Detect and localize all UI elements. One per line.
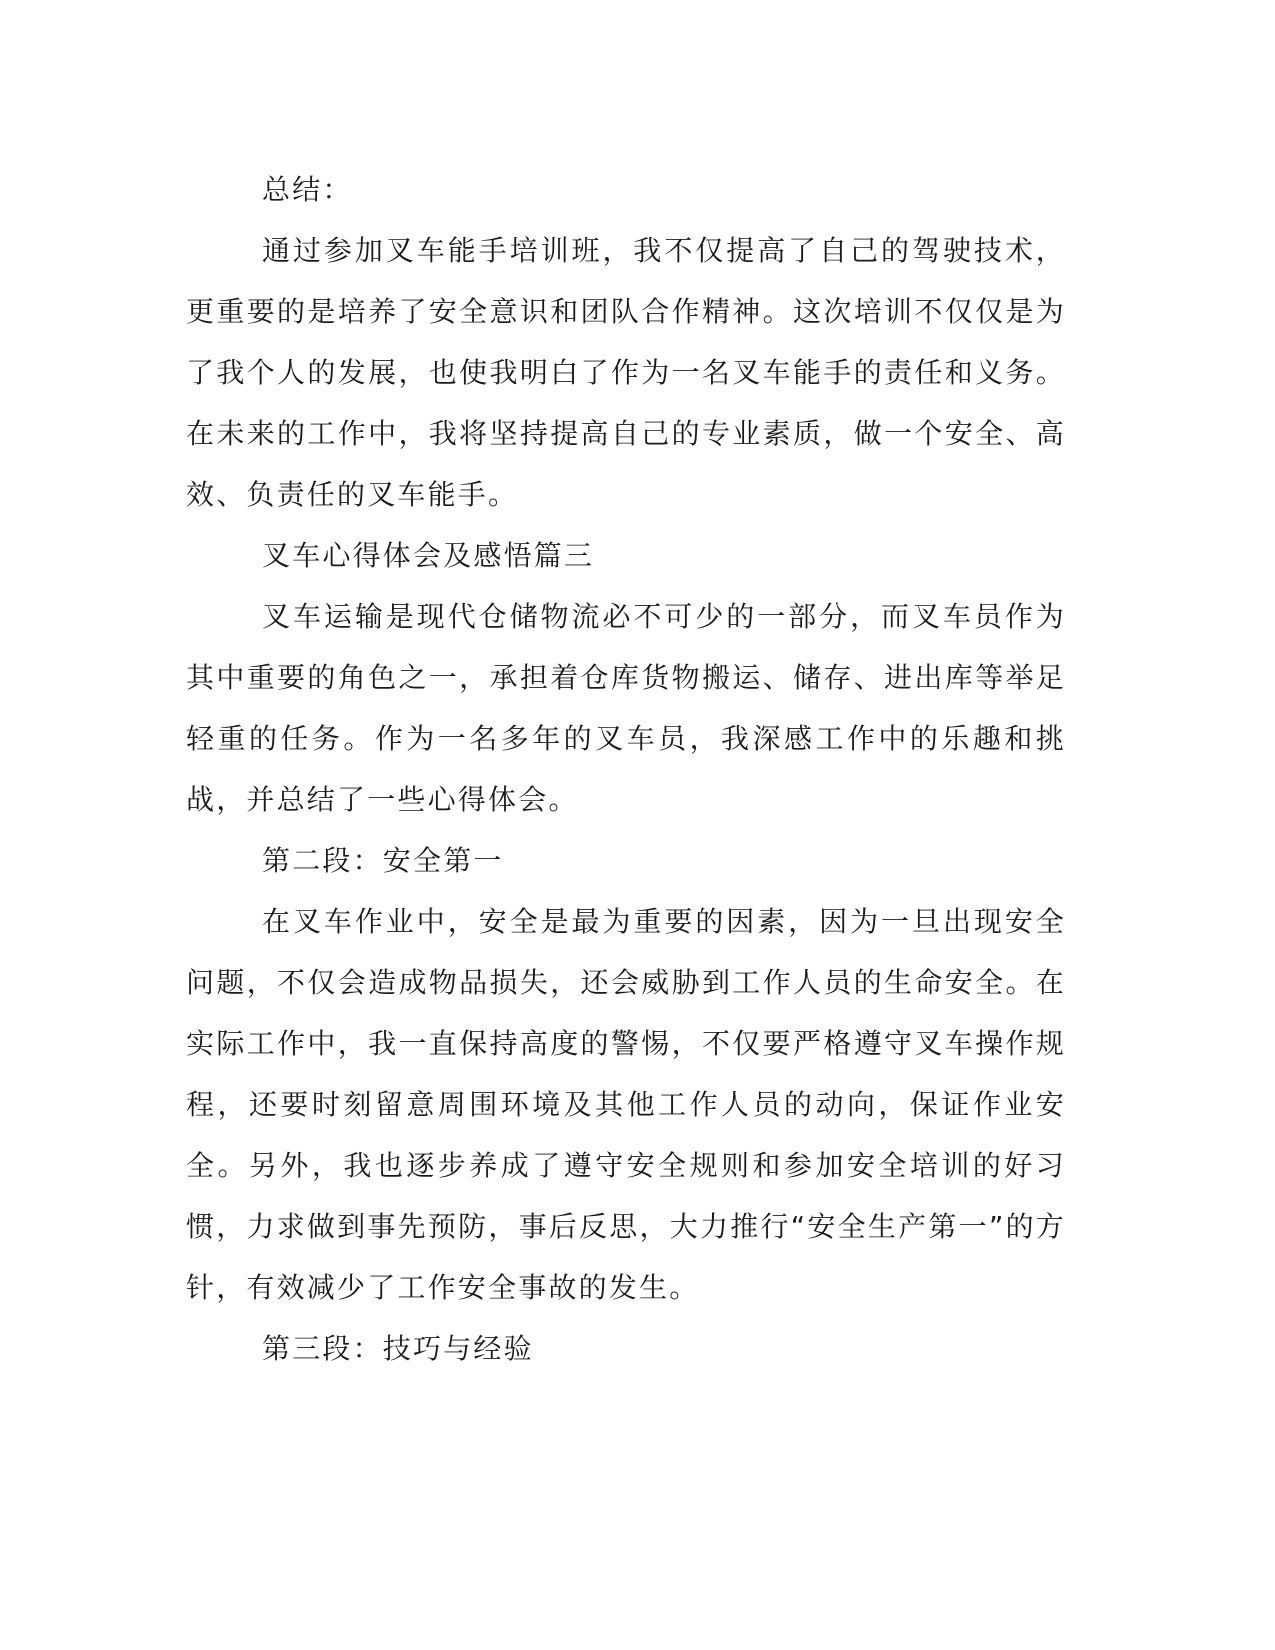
section-heading-skills: 第三段：技巧与经验 (262, 1332, 534, 1365)
section-heading-safety: 第二段：安全第一 (262, 844, 504, 877)
document-body (186, 159, 1066, 1379)
summary-heading: 总结： (262, 173, 353, 206)
section-title: 叉车心得体会及感悟篇三 (262, 539, 595, 572)
summary-paragraph: 通过参加叉车能手培训班，我不仅提高了自己的驾驶技术，更重要的是培养了安全意识和团队合作精神。这次培训不仅仅是为了我个人的发展，也使我明白了作为一名叉车能手的责任和义务。在未来的工作中，我将坚持提高自己的专业素质，做一个安全、高效、负责任的叉车能手。 (186, 234, 1066, 511)
intro-paragraph: 叉车运输是现代仓储物流必不可少的一部分，而叉车员作为其中重要的角色之一，承担着仓库货物搬运、储存、进出库等举足轻重的任务。作为一名多年的叉车员，我深感工作中的乐趣和挑战，并总结了一些心得体会。 (186, 600, 1066, 816)
safety-paragraph: 在叉车作业中，安全是最为重要的因素，因为一旦出现安全问题，不仅会造成物品损失，还会威胁到工作人员的生命安全。在实际工作中，我一直保持高度的警惕，不仅要严格遵守叉车操作规程，还要时刻留意周围环境及其他工作人员的动向，保证作业安全。另外，我也逐步养成了遵守安全规则和参加安全培训的好习惯，力求做到事先预防，事后反思，大力推行“安全生产第一”的方针，有效减少了工作安全事故的发生。 (186, 905, 1066, 1304)
